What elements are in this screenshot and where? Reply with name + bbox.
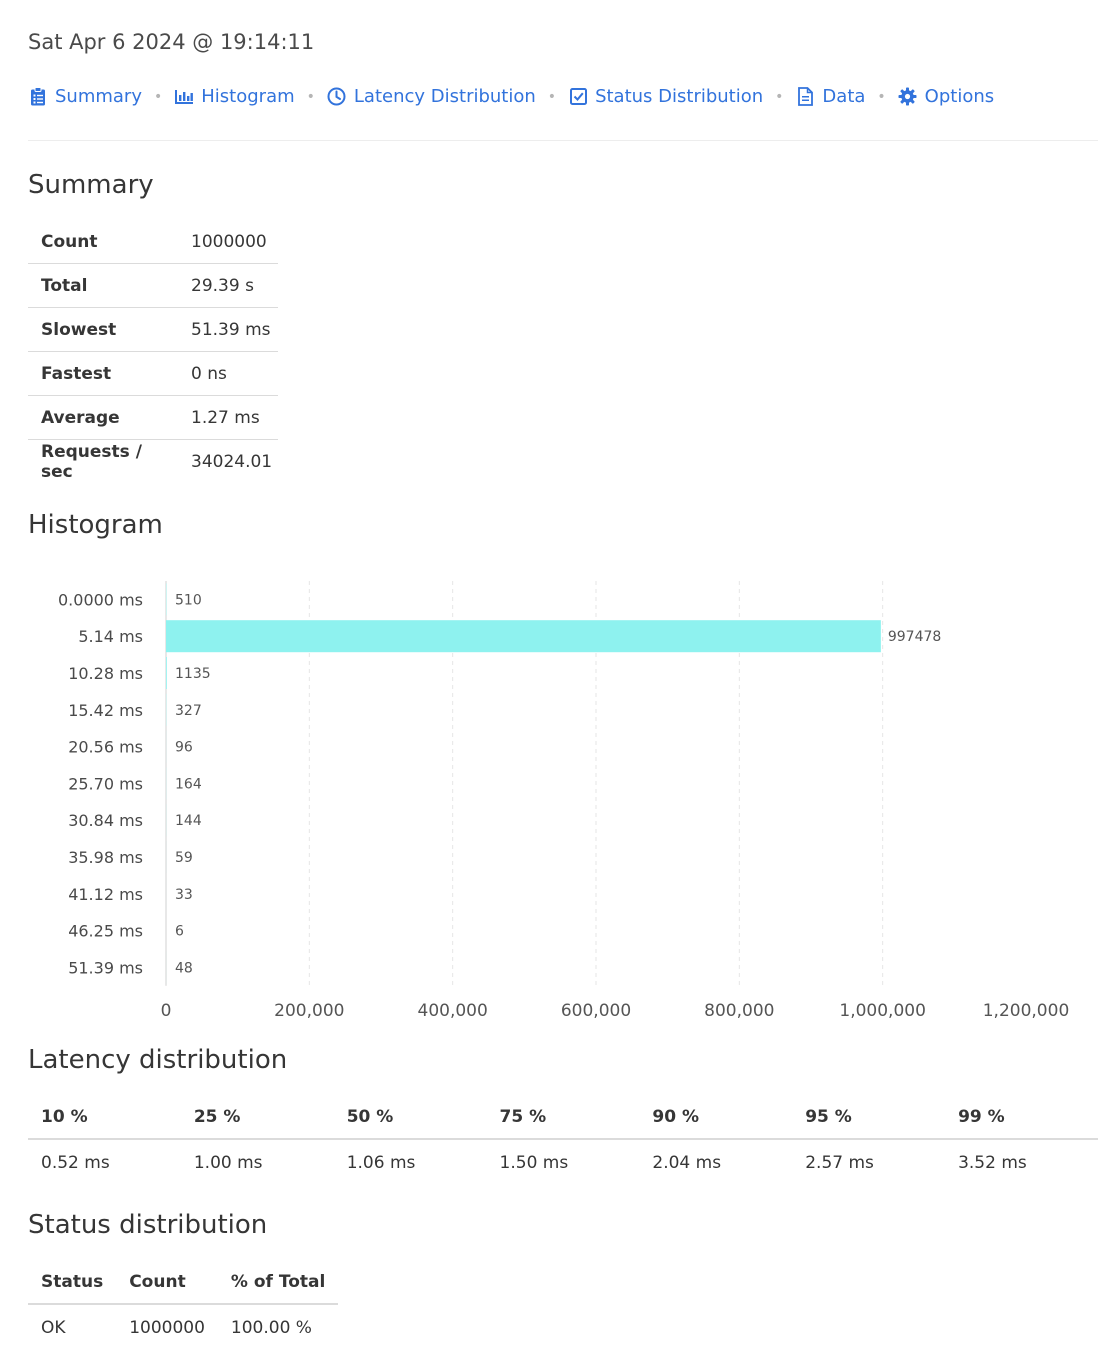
summary-value: 29.39 s — [178, 264, 278, 308]
nav-link-options-label[interactable]: Options — [924, 86, 995, 107]
check-square-icon — [568, 87, 588, 107]
summary-value: 1.27 ms — [178, 396, 278, 440]
value-label: 1135 — [175, 666, 211, 682]
nav-separator: • — [547, 88, 557, 105]
value-label: 164 — [175, 776, 202, 793]
summary-key: Fastest — [28, 352, 178, 396]
nav-link-latency-distribution[interactable] — [327, 86, 536, 107]
nav-link-histogram-label[interactable]: Histogram — [201, 86, 295, 107]
latency-title: Latency distribution — [28, 1045, 288, 1075]
category-label: 51.39 ms — [68, 958, 143, 978]
clock-icon — [327, 87, 347, 107]
summary-value: 34024.01 — [191, 451, 273, 472]
value-label: 510 — [175, 592, 202, 609]
histogram-bar — [166, 657, 167, 689]
bar-chart-icon — [174, 87, 194, 107]
x-tick-label: 800,000 — [704, 1000, 775, 1021]
latency-value: 1.00 ms — [193, 1153, 263, 1173]
latency-value: 1.06 ms — [346, 1153, 416, 1173]
x-tick-label: 1,000,000 — [839, 1000, 926, 1021]
category-label: 30.84 ms — [68, 811, 143, 831]
summary-key: Count — [28, 220, 178, 264]
table-row — [28, 1304, 338, 1351]
nav-link-summary[interactable] — [28, 86, 142, 107]
status-title: Status distribution — [28, 1210, 268, 1240]
table-row — [28, 1139, 1098, 1186]
histogram-chart — [28, 575, 1098, 1025]
section-nav — [28, 86, 994, 107]
x-tick-label: 200,000 — [274, 1000, 345, 1021]
category-label: 46.25 ms — [68, 921, 143, 941]
latency-table — [28, 1096, 1098, 1186]
value-label: 59 — [175, 850, 193, 866]
summary-value: 1000000 — [178, 220, 278, 264]
value-label: 997478 — [887, 629, 942, 646]
clipboard-list-icon — [28, 87, 48, 107]
summary-key: Average — [28, 396, 178, 440]
value-label: 96 — [175, 739, 193, 756]
nav-separator: • — [877, 88, 886, 105]
status-code: OK — [41, 1318, 66, 1338]
summary-table — [28, 220, 278, 483]
latency-header: 99 % — [945, 1096, 1098, 1139]
value-label: 48 — [175, 960, 193, 977]
nav-link-status-distribution-label[interactable]: Status Distribution — [595, 86, 764, 107]
latency-value: 2.04 ms — [652, 1153, 722, 1173]
table-row — [28, 308, 278, 352]
table-header-row — [28, 1261, 338, 1304]
category-label: 20.56 ms — [68, 737, 143, 757]
category-label: 25.70 ms — [68, 774, 143, 794]
header-divider — [28, 140, 1098, 141]
summary-key: Total — [28, 264, 178, 308]
latency-value: 1.50 ms — [499, 1153, 569, 1173]
table-row — [28, 220, 278, 264]
summary-value: 0 ns — [178, 352, 278, 396]
table-row — [28, 352, 278, 396]
latency-value: 2.57 ms — [805, 1153, 874, 1173]
latency-header: 50 % — [334, 1096, 487, 1139]
report-date: Sat Apr 6 2024 @ 19:14:11 — [28, 30, 315, 54]
nav-link-summary-label[interactable]: Summary — [55, 86, 142, 107]
nav-link-data-label[interactable]: Data — [822, 86, 866, 107]
status-count: 1000000 — [129, 1318, 205, 1338]
status-table — [28, 1261, 338, 1351]
summary-key: Slowest — [28, 308, 178, 352]
table-row — [28, 264, 278, 308]
x-tick-label: 0 — [160, 1000, 172, 1021]
category-label: 10.28 ms — [68, 664, 143, 683]
value-label: 144 — [175, 813, 202, 830]
histogram-title: Histogram — [28, 510, 163, 540]
status-header: Status — [28, 1261, 116, 1304]
latency-value: 3.52 ms — [958, 1153, 1027, 1173]
latency-header: 75 % — [487, 1096, 640, 1139]
category-label: 35.98 ms — [68, 848, 143, 867]
nav-separator: • — [154, 88, 163, 105]
nav-link-histogram[interactable] — [174, 86, 294, 107]
value-label: 327 — [175, 702, 202, 719]
nav-link-options[interactable] — [898, 86, 994, 107]
histogram-svg — [28, 575, 1098, 1025]
category-label: 41.12 ms — [68, 884, 143, 904]
status-header: Count — [116, 1261, 218, 1304]
status-header: % of Total — [218, 1261, 338, 1304]
nav-link-status-distribution[interactable] — [568, 86, 763, 107]
x-tick-label: 600,000 — [560, 1000, 632, 1021]
summary-title: Summary — [28, 170, 154, 200]
latency-header: 90 % — [639, 1096, 792, 1139]
x-tick-label: 1,200,000 — [982, 1000, 1070, 1021]
gear-icon — [898, 87, 918, 107]
nav-separator: • — [775, 88, 784, 105]
histogram-bar — [166, 620, 881, 652]
value-label: 33 — [175, 886, 193, 903]
nav-separator: • — [306, 88, 315, 105]
nav-link-latency-distribution-label[interactable]: Latency Distribution — [353, 86, 536, 107]
file-icon — [795, 87, 815, 107]
category-label: 0.0000 ms — [58, 590, 143, 610]
summary-value: 51.39 ms — [178, 308, 278, 352]
latency-value: 0.52 ms — [41, 1153, 110, 1173]
latency-header: 95 % — [792, 1096, 945, 1139]
table-row — [28, 396, 278, 440]
summary-key: Requests / sec — [41, 441, 142, 482]
latency-header: 25 % — [181, 1096, 334, 1139]
value-label: 6 — [175, 923, 184, 940]
table-header-row — [28, 1096, 1098, 1139]
category-label: 15.42 ms — [68, 700, 143, 720]
status-percent: 100.00 % — [230, 1318, 312, 1338]
latency-header: 10 % — [28, 1096, 181, 1139]
table-row — [28, 440, 278, 484]
x-tick-label: 400,000 — [417, 1000, 488, 1021]
category-label: 5.14 ms — [78, 627, 143, 647]
nav-link-data[interactable] — [795, 86, 865, 107]
